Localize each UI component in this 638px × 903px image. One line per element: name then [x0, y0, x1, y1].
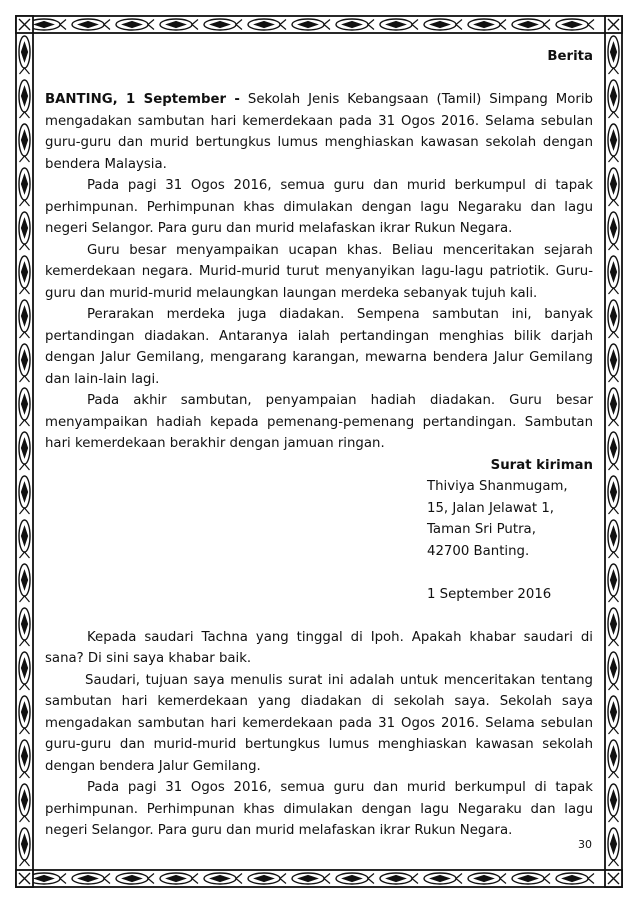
- letter-paragraph-1: Kepada saudari Tachna yang tinggal di Ipoh. Apakah khabar saudari di sana? Di sini saya khabar baik.: [45, 629, 593, 666]
- address-line-1: Thiviya Shanmugam,: [427, 479, 568, 494]
- sender-address: [427, 476, 593, 605]
- news-paragraph-2: Pada pagi 31 Ogos 2016, semua guru dan murid berkumpul di tapak perhimpunan. Perhimpunan khas dimulakan dengan lagu Negaraku dan lagu negeri Selangor. Para guru dan murid melafaskan ikrar Rukun Negara.: [45, 178, 593, 236]
- address-line-4: 42700 Banting.: [427, 543, 530, 559]
- news-paragraph-1: [45, 89, 593, 175]
- letter-paragraph-2: Saudari, tujuan saya menulis surat ini adalah untuk menceritakan tentang sambutan hari kemerdekaan yang diadakan di sekolah saya. Sekolah saya mengadakan sambutan hari kemerdekaan pada 31 Ogos 2016. Selama sebulan guru-guru dan murid-murid bertungkus lumus menghiaskan kawasan sekolah dengan bendera Jalur Gemilang.: [45, 672, 593, 774]
- letter-date: 1 September 2016: [427, 586, 552, 602]
- document-body: [45, 46, 593, 842]
- news-heading: Berita: [547, 49, 593, 64]
- news-lead: BANTING, 1 September -: [45, 92, 240, 107]
- news-paragraph-5: Pada akhir sambutan, penyampaian hadiah diadakan. Guru besar menyampaikan hadiah kepada pemenang-pemenang pertandingan. Sambutan hari kemerdekaan berakhir dengan jamuan ringan.: [45, 393, 593, 451]
- page-number: 30: [578, 838, 592, 851]
- spacer: [427, 562, 593, 584]
- address-line-3: Taman Sri Putra,: [427, 522, 536, 537]
- address-line-2: 15, Jalan Jelawat 1,: [427, 500, 555, 516]
- news-paragraph-4: Perarakan merdeka juga diadakan. Sempena sambutan ini, banyak pertandingan diadakan. Antaranya ialah pertandingan menghias bilik darjah dengan Jalur Gemilang, mengarang karangan, mewarna bendera Jalur Gemilang dan lain-lain lagi.: [45, 307, 593, 387]
- spacer: [45, 605, 593, 627]
- letter-heading: Surat kiriman: [490, 457, 593, 473]
- news-paragraph-1-text: Sekolah Jenis Kebangsaan (Tamil) Simpang Morib mengadakan sambutan hari kemerdekaan pada 31 Ogos 2016. Selama sebulan guru-guru dan murid bertungkus lumus menghiaskan kawasan sekolah dengan bendera Malaysia.: [45, 92, 593, 172]
- letter-paragraph-3: Pada pagi 31 Ogos 2016, semua guru dan murid berkumpul di tapak perhimpunan. Perhimpunan khas dimulakan dengan lagu Negaraku dan lagu negeri Selangor. Para guru dan murid melafaskan ikrar Rukun Negara.: [45, 780, 593, 838]
- spacer: [45, 68, 593, 90]
- news-paragraph-3: Guru besar menyampaikan ucapan khas. Beliau menceritakan sejarah kemerdekaan negara. Murid-murid turut menyanyikan lagu-lagu patriotik. Guru-guru dan murid-murid melaungkan laungan merdeka sebanyak tujuh kali.: [45, 242, 593, 301]
